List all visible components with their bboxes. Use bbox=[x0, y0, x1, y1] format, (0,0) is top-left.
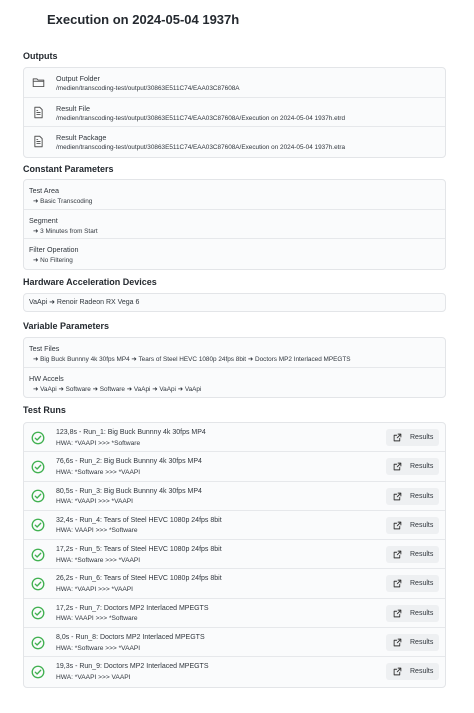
test-run-row bbox=[24, 657, 445, 686]
results-button[interactable] bbox=[386, 429, 439, 446]
run-title: 19,3s - Run_9: Doctors MP2 Interlaced MPEGTS bbox=[56, 663, 209, 671]
check-circle-icon bbox=[31, 460, 45, 474]
test-run-row bbox=[24, 452, 445, 481]
results-button-label: Results bbox=[410, 639, 434, 647]
test-runs-card bbox=[23, 422, 446, 688]
run-title: 76,6s - Run_2: Big Buck Bunnny 4k 30fps MP4 bbox=[56, 458, 202, 466]
run-hwa: HWA: *Software >>> *VAAPI bbox=[56, 644, 141, 652]
hardware-heading: Hardware Acceleration Devices bbox=[23, 277, 157, 287]
test-runs-heading: Test Runs bbox=[23, 405, 66, 415]
param-label: Segment bbox=[29, 215, 58, 225]
param-row bbox=[24, 368, 445, 398]
param-value: ➜ No Filtering bbox=[33, 257, 73, 264]
run-title: 17,2s - Run_7: Doctors MP2 Interlaced MPEGTS bbox=[56, 604, 209, 612]
external-link-icon bbox=[393, 579, 402, 588]
test-run-row bbox=[24, 628, 445, 657]
results-button[interactable] bbox=[386, 605, 439, 622]
results-button[interactable] bbox=[386, 634, 439, 651]
run-hwa: HWA: *VAAPI >>> VAAPI bbox=[56, 673, 131, 681]
param-label: Test Area bbox=[29, 186, 59, 195]
run-hwa: HWA: *Software >>> *VAAPI bbox=[56, 468, 141, 476]
results-button-label: Results bbox=[410, 492, 434, 500]
hardware-row bbox=[24, 294, 445, 311]
param-value: ➜ Basic Transcoding bbox=[33, 198, 93, 205]
results-button-label: Results bbox=[410, 609, 434, 617]
hardware-card bbox=[23, 293, 446, 312]
run-hwa: HWA: VAAPI >>> *Software bbox=[56, 615, 138, 623]
output-label: Result Package bbox=[56, 133, 107, 142]
run-title: 123,8s - Run_1: Big Buck Bunnny 4k 30fps MP4 bbox=[56, 429, 206, 436]
results-button[interactable] bbox=[386, 488, 439, 505]
result-file-row[interactable] bbox=[24, 98, 445, 128]
param-label: Filter Operation bbox=[29, 245, 79, 254]
param-value: ➜ VaApi ➜ Software ➜ Software ➜ VaApi ➜ VaApi ➜ VaApi bbox=[33, 385, 202, 393]
external-link-icon bbox=[393, 609, 402, 618]
results-button-label: Results bbox=[410, 580, 434, 588]
hardware-device: VaApi ➜ Renoir Radeon RX Vega 6 bbox=[29, 299, 140, 306]
results-button[interactable] bbox=[386, 575, 439, 592]
check-circle-icon bbox=[31, 518, 45, 532]
check-circle-icon bbox=[31, 636, 45, 650]
results-button[interactable] bbox=[386, 458, 439, 475]
param-value: ➜ 3 Minutes from Start bbox=[33, 227, 98, 235]
check-circle-icon bbox=[31, 489, 45, 503]
run-title: 17,2s - Run_5: Tears of Steel HEVC 1080p 24fps 8bit bbox=[56, 546, 222, 554]
external-link-icon bbox=[393, 521, 402, 530]
output-path: /medien/transcoding-test/output/30863E511C74/EAA03C87608A bbox=[56, 85, 240, 92]
run-title: 32,4s - Run_4: Tears of Steel HEVC 1080p 24fps 8bit bbox=[56, 516, 222, 524]
folder-icon bbox=[32, 76, 45, 89]
param-row bbox=[24, 239, 445, 269]
test-run-row bbox=[24, 569, 445, 598]
external-link-icon bbox=[393, 667, 402, 676]
results-button-label: Results bbox=[410, 551, 434, 559]
external-link-icon bbox=[393, 462, 402, 471]
output-path: /medien/transcoding-test/output/30863E511C74/EAA03C87608A/Execution on 2024-05-04 1937h.etrd bbox=[56, 114, 346, 122]
outputs-heading: Outputs bbox=[23, 51, 58, 61]
test-run-row bbox=[24, 540, 445, 569]
results-button-label: Results bbox=[410, 668, 434, 676]
run-hwa: HWA: *Software >>> *VAAPI bbox=[56, 556, 141, 564]
test-run-row bbox=[24, 599, 445, 628]
constant-params-heading: Constant Parameters bbox=[23, 164, 114, 174]
param-value: ➜ Big Buck Bunnny 4k 30fps MP4 ➜ Tears of Steel HEVC 1080p 24fps 8bit ➜ Doctors MP2 Interlaced MPEGTS bbox=[33, 356, 351, 363]
run-hwa: HWA: VAAPI >>> *Software bbox=[56, 527, 138, 535]
page-title: Execution on 2024-05-04 1937h bbox=[47, 12, 240, 27]
output-label: Output Folder bbox=[56, 74, 100, 83]
param-row bbox=[24, 338, 445, 368]
check-circle-icon bbox=[31, 431, 45, 445]
results-button[interactable] bbox=[386, 546, 439, 563]
variable-params-heading: Variable Parameters bbox=[23, 321, 110, 331]
check-circle-icon bbox=[31, 606, 45, 620]
run-hwa: HWA: *VAAPI >>> *Software bbox=[56, 439, 141, 447]
run-title: 8,0s - Run_8: Doctors MP2 Interlaced MPEGTS bbox=[56, 634, 205, 642]
output-path: /medien/transcoding-test/output/30863E511C74/EAA03C87608A/Execution on 2024-05-04 1937h.etra bbox=[56, 144, 346, 151]
param-label: HW Accels bbox=[29, 373, 64, 383]
check-circle-icon bbox=[31, 548, 45, 562]
external-link-icon bbox=[393, 638, 402, 647]
run-title: 26,2s - Run_6: Tears of Steel HEVC 1080p 24fps 8bit bbox=[56, 575, 222, 583]
output-label: Result File bbox=[56, 103, 90, 113]
param-row bbox=[24, 210, 445, 240]
results-button[interactable] bbox=[386, 663, 439, 680]
constant-params-card bbox=[23, 179, 446, 270]
test-run-row bbox=[24, 423, 445, 452]
run-hwa: HWA: *VAAPI >>> *VAAPI bbox=[56, 498, 134, 506]
external-link-icon bbox=[393, 433, 402, 442]
results-button-label: Results bbox=[410, 434, 434, 441]
variable-params-card bbox=[23, 337, 446, 398]
param-row bbox=[24, 180, 445, 210]
test-run-row bbox=[24, 482, 445, 511]
external-link-icon bbox=[393, 492, 402, 501]
file-icon bbox=[32, 135, 45, 148]
external-link-icon bbox=[393, 550, 402, 559]
results-button-label: Results bbox=[410, 463, 434, 471]
outputs-card bbox=[23, 67, 446, 158]
check-circle-icon bbox=[31, 577, 45, 591]
run-title: 80,5s - Run_3: Big Buck Bunnny 4k 30fps MP4 bbox=[56, 487, 202, 495]
run-hwa: HWA: *VAAPI >>> *VAAPI bbox=[56, 585, 134, 593]
output-folder-row[interactable] bbox=[24, 68, 445, 98]
param-label: Test Files bbox=[29, 344, 60, 353]
results-button[interactable] bbox=[386, 517, 439, 534]
file-icon bbox=[32, 106, 45, 119]
test-run-row bbox=[24, 511, 445, 540]
result-package-row[interactable] bbox=[24, 127, 445, 157]
results-button-label: Results bbox=[410, 521, 434, 529]
check-circle-icon bbox=[31, 665, 45, 679]
